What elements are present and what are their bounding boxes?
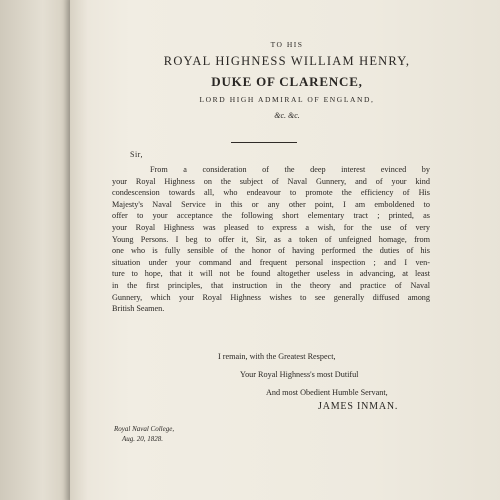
- dedication-page: [70, 0, 500, 500]
- letter-line: in the first principles, that instruction in the theory and practice of Naval: [112, 280, 430, 290]
- dedication-name: ROYAL HIGHNESS WILLIAM HENRY,: [163, 54, 411, 68]
- letter-line: your Royal Highness on the subject of Naval Gunnery, and of your kind: [112, 176, 430, 186]
- letter-line: British Seamen.: [112, 304, 165, 314]
- letter-line: your Royal Highness was pleased to express a wish, for the use of very: [112, 222, 430, 232]
- dedication-title: DUKE OF CLARENCE,: [211, 74, 363, 89]
- letter-line: ture to hope, that it will not be found altogether useless in advancing, at least: [112, 269, 430, 279]
- letter-line: situation under your command and frequent personal inspection ; and I ven-: [112, 257, 430, 267]
- dedication-to-his: TO HIS: [270, 40, 304, 49]
- letter-line: Majesty's Naval Service in this or any other point, I am emboldened to: [112, 199, 430, 209]
- salutation: Sir,: [130, 150, 144, 159]
- page-content: [70, 0, 500, 500]
- divider-rule: [231, 142, 297, 143]
- place-line: Royal Naval College,: [114, 425, 175, 433]
- closing-line-2: Your Royal Highness's most Dutiful: [240, 370, 359, 379]
- letter-line: Young Persons. I beg to offer it, Sir, as a token of unfeigned homage, from: [112, 234, 430, 244]
- date-line: Aug. 20, 1828.: [122, 435, 164, 443]
- dedication-etc: &c. &c.: [274, 111, 300, 120]
- letter-body: [112, 164, 430, 315]
- dedication-office: LORD HIGH ADMIRAL OF ENGLAND,: [199, 95, 375, 104]
- closing-line-3: And most Obedient Humble Servant,: [266, 388, 388, 397]
- letter-line: condescension towards all, who endeavour to promote the efficiency of His: [112, 188, 430, 198]
- left-page-edge: [0, 0, 78, 500]
- closing-line-1: I remain, with the Greatest Respect,: [218, 352, 336, 361]
- signature: JAMES INMAN.: [318, 401, 399, 412]
- letter-line: one who is fully sensible of the honor of having performed the duties of his: [112, 246, 430, 256]
- letter-line: Gunnery, which your Royal Highness wishes to see generally diffused among: [112, 292, 430, 302]
- letter-line: From a consideration of the deep interest evinced by: [150, 165, 430, 174]
- letter-line: offer to your acceptance the following short elementary tract ; printed, as: [112, 211, 430, 221]
